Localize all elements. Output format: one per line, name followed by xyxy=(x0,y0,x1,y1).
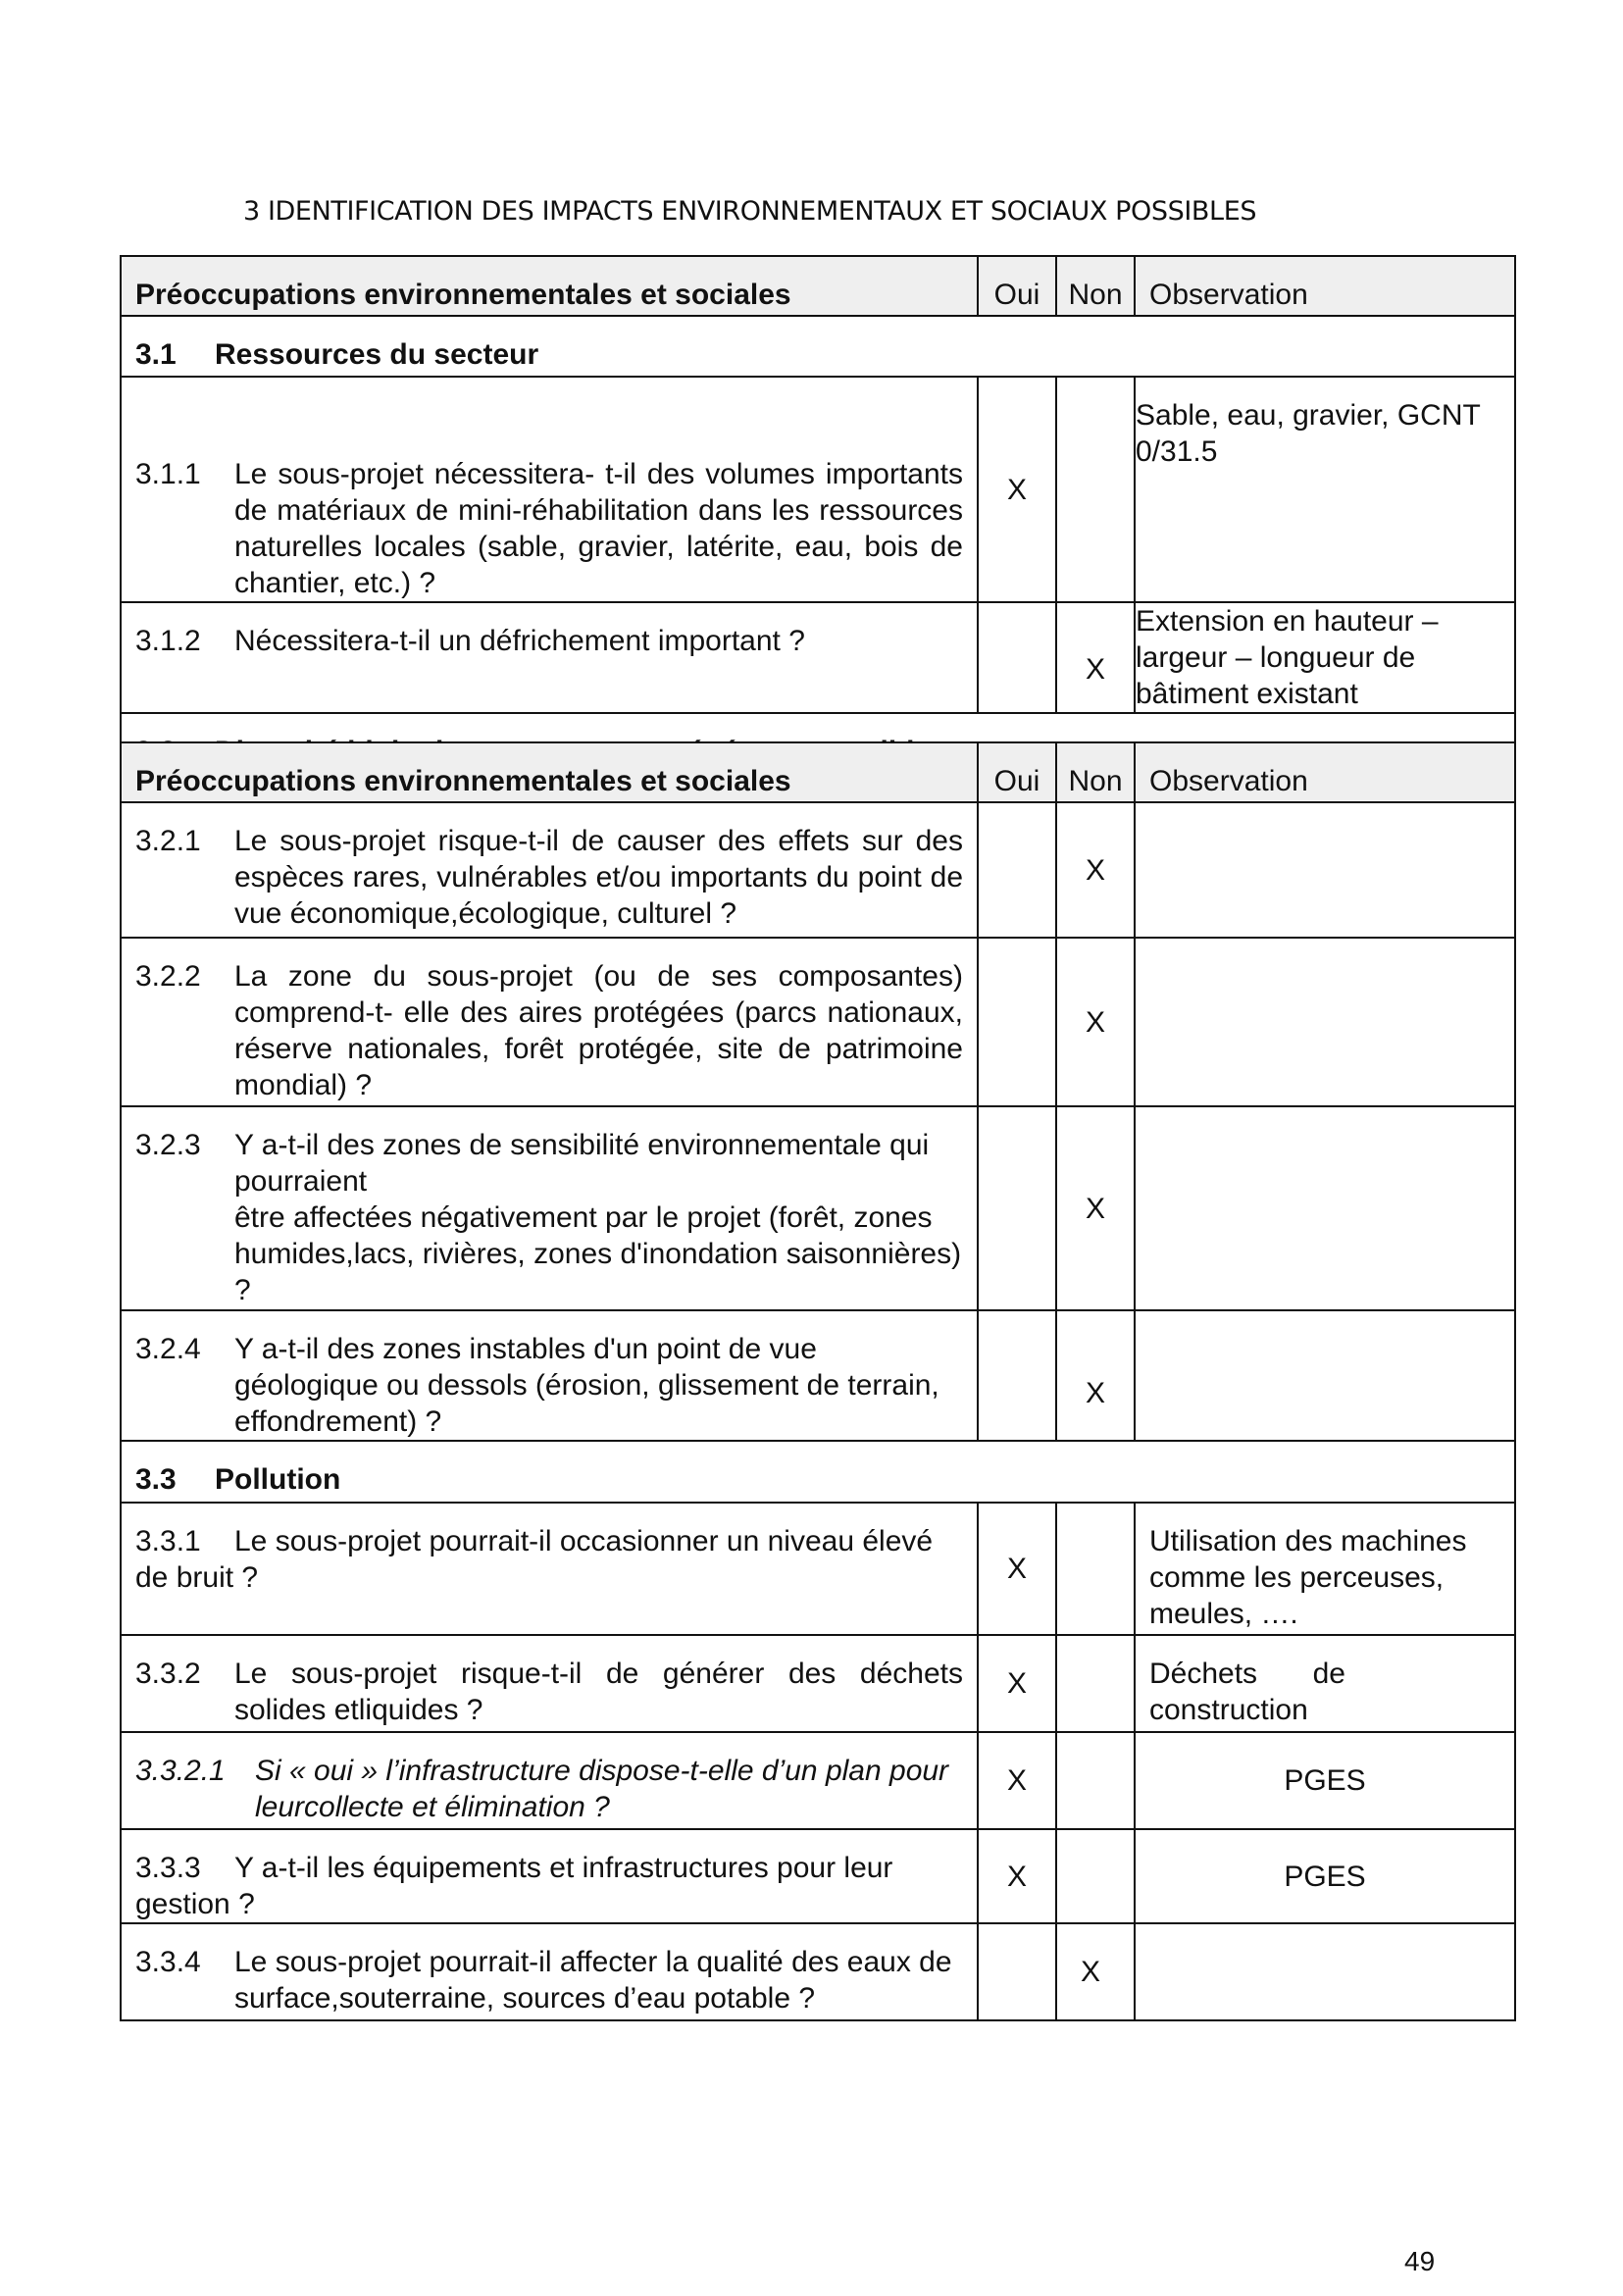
oui-mark xyxy=(978,938,1056,1106)
row-observation: PGES xyxy=(1135,1829,1515,1923)
header-non: Non xyxy=(1056,742,1135,802)
row-question-cont: être affectées négativement par le projet (forêt, zones humides,lacs, rivières, zones d'inondation saisonnières) ? xyxy=(234,1201,962,1306)
table-row xyxy=(121,938,1515,1106)
row-observation: Déchets de construction xyxy=(1135,1635,1515,1732)
row-question: Y a-t-il les équipements et infrastructures pour leur gestion ? xyxy=(135,1852,893,1920)
header-oui: Oui xyxy=(978,256,1056,316)
header-oui: Oui xyxy=(978,742,1056,802)
table-row xyxy=(121,802,1515,938)
non-mark: X xyxy=(1056,1106,1135,1310)
row-observation xyxy=(1135,802,1515,938)
row-number: 3.3.1 xyxy=(135,1525,201,1557)
row-number: 3.1.1 xyxy=(135,458,201,490)
oui-mark xyxy=(978,1106,1056,1310)
table-row xyxy=(121,1829,1515,1923)
non-mark xyxy=(1056,1829,1135,1923)
non-mark xyxy=(1056,377,1135,602)
table-row xyxy=(121,1635,1515,1732)
row-observation xyxy=(1135,1106,1515,1310)
table-header-row xyxy=(121,742,1515,802)
header-observation: Observation xyxy=(1135,256,1515,316)
row-number: 3.2.2 xyxy=(135,960,201,993)
table-row xyxy=(121,1310,1515,1441)
row-number: 3.2.4 xyxy=(135,1333,201,1365)
non-mark: X xyxy=(1056,1310,1135,1441)
non-mark: X xyxy=(1056,938,1135,1106)
row-question: Nécessitera-t-il un défrichement important ? xyxy=(234,625,805,657)
header-question: Préoccupations environnementales et sociales xyxy=(121,256,978,316)
row-observation: Extension en hauteur – largeur – longueur de bâtiment existant xyxy=(1135,602,1515,713)
row-number: 3.2.1 xyxy=(135,825,201,857)
header-question: Préoccupations environnementales et sociales xyxy=(121,742,978,802)
row-question: La zone du sous-projet (ou de ses composantes) comprend-t- elle des aires protégées (parcs nationaux, réserve nationales, forêt protégée, site de patrimoine mondial) ? xyxy=(234,960,963,1101)
row-question: Le sous-projet pourrait-il occasionner un niveau élevé de bruit ? xyxy=(135,1525,934,1594)
row-number: 3.3.2 xyxy=(135,1658,201,1690)
oui-mark: X xyxy=(978,1503,1056,1635)
row-question: Le sous-projet pourrait-il affecter la qualité des eaux de surface,souterraine, sources d’eau potable ? xyxy=(234,1946,952,2015)
header-observation: Observation xyxy=(1135,742,1515,802)
impacts-table-2 xyxy=(120,741,1516,2021)
row-observation: Utilisation des machines comme les perceuses, meules, …. xyxy=(1135,1503,1515,1635)
row-observation: PGES xyxy=(1135,1732,1515,1829)
section-number: 3.1 xyxy=(135,338,177,371)
table-row xyxy=(121,1106,1515,1310)
oui-mark: X xyxy=(978,1635,1056,1732)
table-row xyxy=(121,602,1515,713)
section-label: Pollution xyxy=(215,1463,341,1496)
row-number: 3.2.3 xyxy=(135,1129,201,1161)
table-row xyxy=(121,1923,1515,2020)
row-question: Le sous-projet risque-t-il de générer des déchets solides etliquides ? xyxy=(234,1658,963,1726)
section-number: 3.3 xyxy=(135,1463,177,1496)
non-mark xyxy=(1056,1732,1135,1829)
row-number: 3.3.4 xyxy=(135,1946,201,1978)
section-row-3-3 xyxy=(121,1441,1515,1503)
section-row-3-1 xyxy=(121,316,1515,377)
oui-mark xyxy=(978,1923,1056,2020)
row-observation xyxy=(1135,938,1515,1106)
row-number: 3.3.3 xyxy=(135,1852,201,1884)
row-question: Le sous-projet nécessitera- t-il des volumes importants de matériaux de mini-réhabilitation dans les ressources naturelles locales (sable, gravier, latérite, eau, bois de chantier, etc.) ? xyxy=(234,458,963,599)
table-row xyxy=(121,377,1515,602)
non-mark xyxy=(1056,1635,1135,1732)
non-mark: X xyxy=(1056,602,1135,713)
oui-mark: X xyxy=(978,1732,1056,1829)
non-mark xyxy=(1056,1503,1135,1635)
table-row xyxy=(121,1732,1515,1829)
row-number: 3.1.2 xyxy=(135,625,201,657)
row-question: Si « oui » l’infrastructure dispose-t-elle d’un plan pour leurcollecte et élimination ? xyxy=(255,1755,949,1823)
oui-mark: X xyxy=(978,1829,1056,1923)
row-observation xyxy=(1135,1310,1515,1441)
row-number: 3.3.2.1 xyxy=(135,1755,226,1787)
row-question: Y a-t-il des zones de sensibilité environnementale qui pourraient xyxy=(234,1129,930,1198)
page-title: 3 IDENTIFICATION DES IMPACTS ENVIRONNEMENTAUX ET SOCIAUX POSSIBLES xyxy=(243,196,1257,227)
oui-mark xyxy=(978,1310,1056,1441)
row-observation: Sable, eau, gravier, GCNT 0/31.5 xyxy=(1135,377,1515,602)
table-row xyxy=(121,1503,1515,1635)
row-question: Le sous-projet risque-t-il de causer des effets sur des espèces rares, vulnérables et/ou importants du point de vue économique,écologique, culturel ? xyxy=(234,825,963,930)
non-mark: X xyxy=(1056,1923,1135,2020)
table-header-row xyxy=(121,256,1515,316)
row-observation xyxy=(1135,1923,1515,2020)
header-non: Non xyxy=(1056,256,1135,316)
oui-mark xyxy=(978,602,1056,713)
non-mark: X xyxy=(1056,802,1135,938)
page-number: 49 xyxy=(1404,2246,1436,2276)
section-label: Ressources du secteur xyxy=(215,338,539,371)
oui-mark: X xyxy=(978,377,1056,602)
oui-mark xyxy=(978,802,1056,938)
row-question: Y a-t-il des zones instables d'un point de vue géologique ou dessols (érosion, glissement de terrain, effondrement) ? xyxy=(234,1333,939,1438)
impacts-table-1 xyxy=(120,255,1516,775)
